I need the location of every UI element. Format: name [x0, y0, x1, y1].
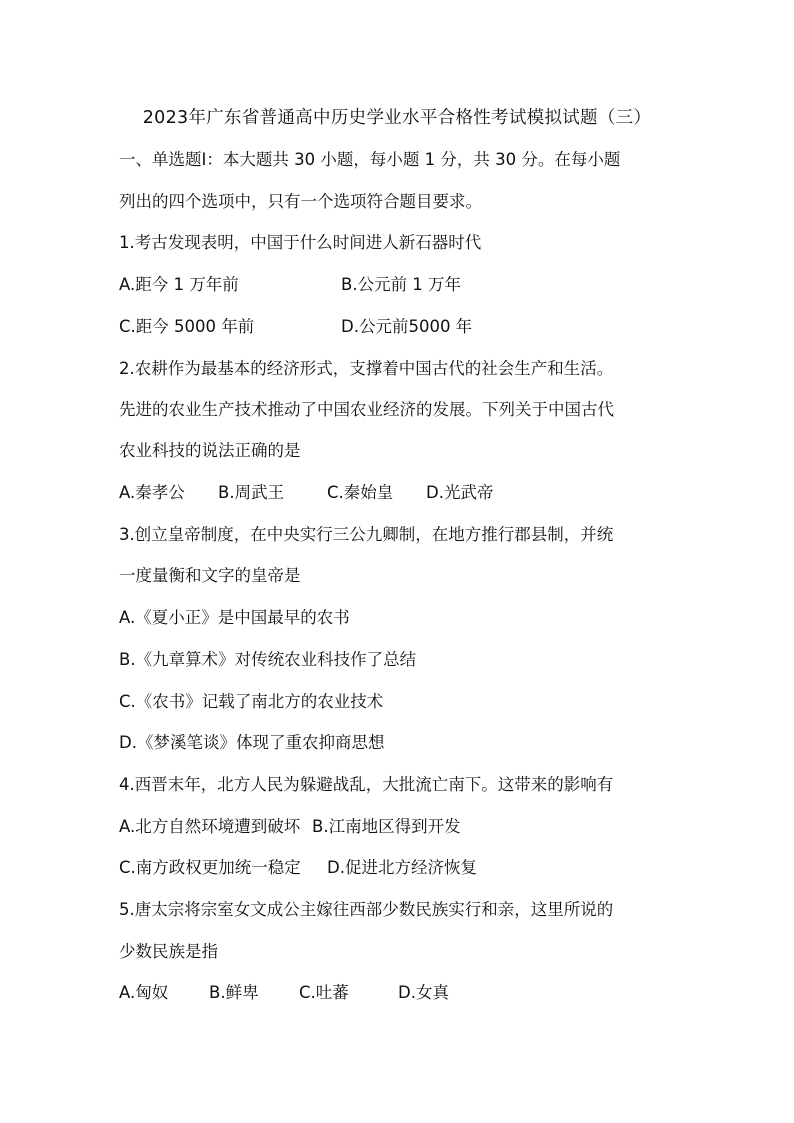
question-2-stem-line-3: 农业科技的说法正确的是: [119, 441, 301, 460]
question-5-option-b: B.鲜卑: [209, 983, 259, 1002]
question-1-option-b: B.公元前 1 万年: [341, 275, 462, 294]
instructions-line-1: 一、单选题I：本大题共 30 小题，每小题 1 分，共 30 分。在每小题: [119, 150, 621, 169]
question-3-stem-line-2: 一度量衡和文字的皇帝是: [119, 566, 301, 585]
question-4-stem: 4.西晋末年，北方人民为躲避战乱，大批流亡南下。这带来的影响有: [119, 775, 614, 794]
question-2-stem-line-1: 2.农耕作为最基本的经济形式，支撑着中国古代的社会生产和生活。: [119, 359, 614, 378]
question-5-stem-line-2: 少数民族是指: [119, 942, 218, 961]
question-3-option-a: A.《夏小正》是中国最早的农书: [119, 608, 350, 627]
question-2-stem-line-2: 先进的农业生产技术推动了中国农业经济的发展。下列关于中国古代: [119, 400, 614, 419]
question-3-stem-line-1: 3.创立皇帝制度，在中央实行三公九卿制，在地方推行郡县制，并统: [119, 525, 614, 544]
question-4-option-d: D.促进北方经济恢复: [327, 858, 477, 877]
question-5-option-c: C.吐蕃: [299, 983, 349, 1002]
question-3-option-c: C.《农书》记载了南北方的农业技术: [119, 692, 384, 711]
question-5-option-a: A.匈奴: [119, 983, 169, 1002]
question-1-option-d: D.公元前5000 年: [341, 317, 473, 336]
question-2-option-b: B.周武王: [218, 483, 285, 502]
question-4-option-a: A.北方自然环境遭到破坏: [119, 817, 301, 836]
question-3-option-b: B.《九章算术》对传统农业科技作了总结: [119, 650, 417, 669]
question-4-option-b: B.江南地区得到开发: [312, 817, 461, 836]
question-5-stem-line-1: 5.唐太宗将宗室女文成公主嫁往西部少数民族实行和亲，这里所说的: [119, 900, 614, 919]
exam-title: 2023年广东省普通高中历史学业水平合格性考试模拟试题（三）: [142, 108, 652, 128]
question-1-stem: 1.考古发现表明，中国于什么时间进人新石器时代: [119, 233, 482, 252]
question-4-option-c: C.南方政权更加统一稳定: [119, 858, 301, 877]
question-1-option-a: A.距今 1 万年前: [119, 275, 239, 294]
question-2-option-a: A.秦孝公: [119, 483, 185, 502]
question-1-option-c: C.距今 5000 年前: [119, 317, 255, 336]
question-5-option-d: D.女真: [398, 983, 449, 1002]
instructions-line-2: 列出的四个选项中，只有一个选项符合题目要求。: [119, 192, 482, 211]
question-2-option-d: D.光武帝: [426, 483, 494, 502]
question-2-option-c: C.秦始皇: [327, 483, 394, 502]
question-3-option-d: D.《梦溪笔谈》体现了重农抑商思想: [119, 733, 385, 752]
